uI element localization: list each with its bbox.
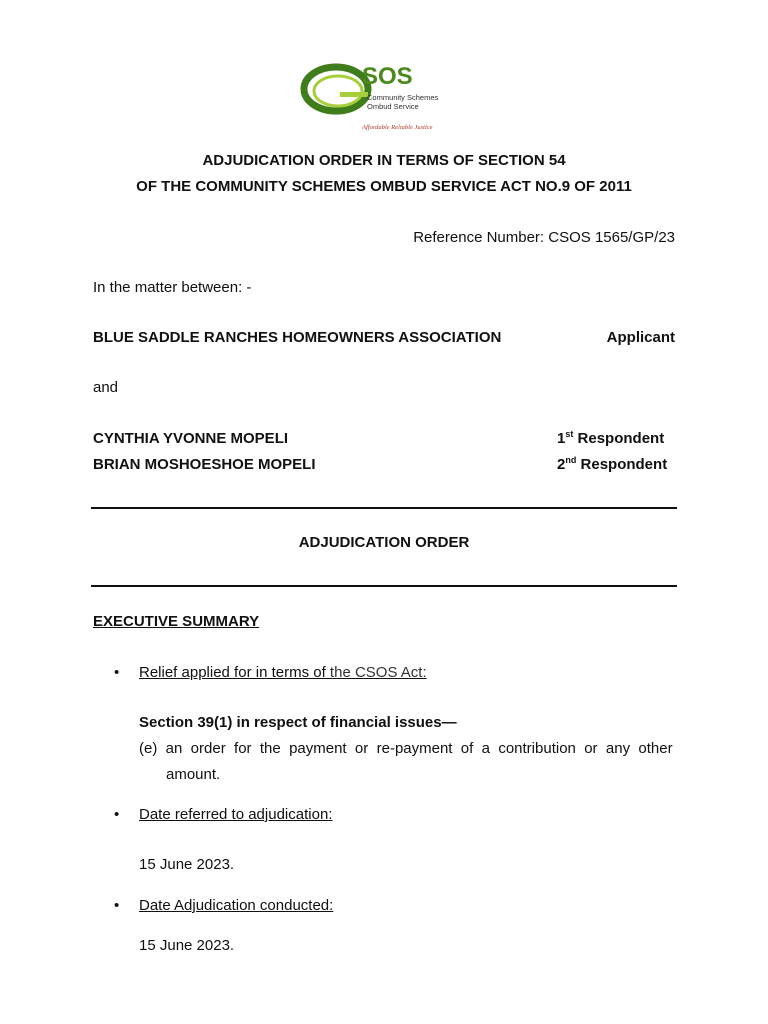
respondent-2-name: BRIAN MOSHOESHOE MOPELI [93,456,316,473]
date-referred-value: 15 June 2023. [139,856,235,873]
exec-summary-heading: EXECUTIVE SUMMARY [93,613,260,630]
respondent-1-role: 1st Respondent [557,429,665,447]
respondent-2-role: 2nd Respondent [557,455,668,473]
logo-acronym: SOS [362,63,413,90]
item-e-line1: (e) an order for the payment or re-payment of a contribution or any other [139,740,673,757]
relief-label: Relief applied for in terms of the CSOS Act: [139,664,427,681]
title-line-2: OF THE COMMUNITY SCHEMES OMBUD SERVICE ACT NO.9 OF 2011 [136,178,632,195]
section-heading: Section 39(1) in respect of financial issues— [139,714,457,731]
title-line-1: ADJUDICATION ORDER IN TERMS OF SECTION 54 [202,152,566,169]
csos-logo [300,62,470,134]
bullet: • [114,664,120,681]
matter-between: In the matter between: - [93,279,252,296]
reference-number: Reference Number: CSOS 1565/GP/23 [413,229,675,246]
logo-line2: Ombud Service [367,102,419,111]
date-conducted-value: 15 June 2023. [139,937,235,954]
divider-top [91,507,677,509]
bullet: • [114,806,120,823]
bullet: • [114,897,120,914]
applicant-name: BLUE SADDLE RANCHES HOMEOWNERS ASSOCIATION [93,329,502,346]
csos-logo-graphic [300,62,470,134]
date-referred-label: Date referred to adjudication: [139,806,333,823]
divider-bottom [91,585,677,587]
item-e-line2: amount. [166,766,221,783]
respondent-1-name: CYNTHIA YVONNE MOPELI [93,430,289,447]
and-text: and [93,379,119,396]
logo-tagline: Affordable Reliable Justice [362,124,433,131]
logo-line1: Community Schemes [367,93,439,102]
order-heading: ADJUDICATION ORDER [298,534,470,551]
applicant-role: Applicant [606,329,675,346]
date-conducted-label: Date Adjudication conducted: [139,897,334,914]
